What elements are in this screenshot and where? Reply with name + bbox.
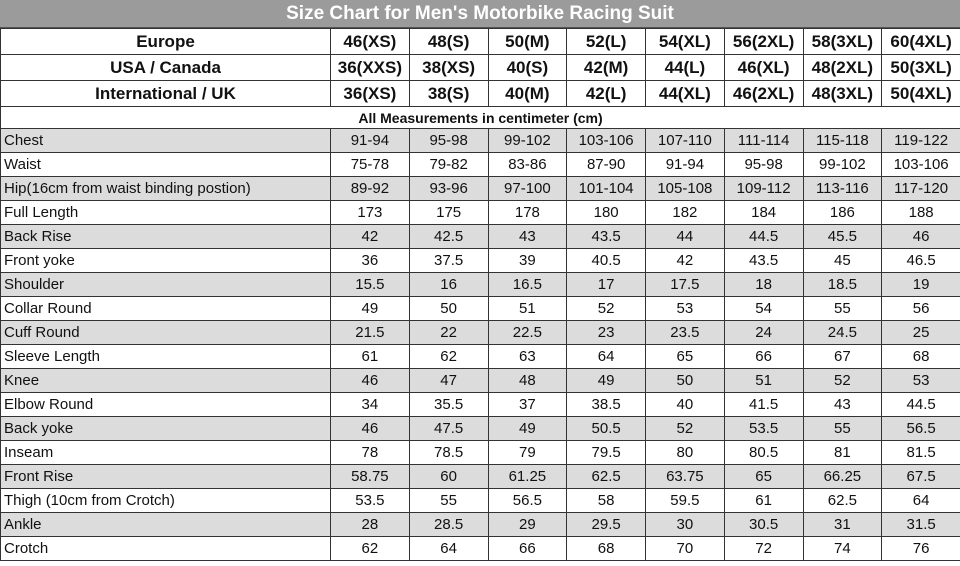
size-cell: 66.25 [803,465,882,489]
size-cell: 101-104 [567,177,646,201]
size-cell: 68 [567,537,646,561]
size-cell: 53 [646,297,725,321]
size-chart-table [0,28,960,561]
size-cell: 46 [331,369,410,393]
size-cell: 49 [488,417,567,441]
size-cell: 52(L) [567,29,646,55]
size-cell: 22 [409,321,488,345]
size-cell: 113-116 [803,177,882,201]
size-cell: 28.5 [409,513,488,537]
size-cell: 40.5 [567,249,646,273]
size-cell: 43.5 [724,249,803,273]
size-cell: 38.5 [567,393,646,417]
size-cell: 43 [488,225,567,249]
size-cell: 17.5 [646,273,725,297]
size-cell: 16 [409,273,488,297]
size-cell: 42.5 [409,225,488,249]
row-label: Full Length [1,201,331,225]
size-cell: 34 [331,393,410,417]
row-label: Front Rise [1,465,331,489]
size-cell: 117-120 [882,177,960,201]
row-label: Crotch [1,537,331,561]
measurement-row [1,393,960,417]
size-cell: 62 [409,345,488,369]
size-cell: 51 [724,369,803,393]
measurement-row [1,345,960,369]
size-cell: 67.5 [882,465,960,489]
size-cell: 175 [409,201,488,225]
size-cell: 48 [488,369,567,393]
row-label: Inseam [1,441,331,465]
size-cell: 50.5 [567,417,646,441]
size-cell: 79 [488,441,567,465]
size-cell: 40 [646,393,725,417]
size-cell: 59.5 [646,489,725,513]
size-cell: 47 [409,369,488,393]
size-cell: 21.5 [331,321,410,345]
size-cell: 74 [803,537,882,561]
size-cell: 48(S) [409,29,488,55]
size-cell: 45 [803,249,882,273]
size-cell: 61 [331,345,410,369]
size-cell: 70 [646,537,725,561]
size-cell: 48(2XL) [803,55,882,81]
measurement-row [1,249,960,273]
row-label: Front yoke [1,249,331,273]
size-cell: 46(2XL) [724,81,803,107]
size-cell: 36(XS) [331,81,410,107]
size-cell: 42 [331,225,410,249]
size-cell: 46.5 [882,249,960,273]
row-label: Elbow Round [1,393,331,417]
size-cell: 25 [882,321,960,345]
row-label: Chest [1,129,331,153]
size-cell: 63.75 [646,465,725,489]
size-cell: 180 [567,201,646,225]
row-label: Ankle [1,513,331,537]
row-label: International / UK [1,81,331,107]
size-cell: 47.5 [409,417,488,441]
size-system-row [1,29,960,55]
size-cell: 50(4XL) [882,81,960,107]
size-cell: 43.5 [567,225,646,249]
row-label: USA / Canada [1,55,331,81]
size-cell: 46 [882,225,960,249]
size-cell: 66 [488,537,567,561]
size-cell: 41.5 [724,393,803,417]
size-cell: 107-110 [646,129,725,153]
size-cell: 48(3XL) [803,81,882,107]
size-cell: 30.5 [724,513,803,537]
size-cell: 91-94 [646,153,725,177]
size-cell: 55 [409,489,488,513]
size-cell: 38(S) [409,81,488,107]
size-cell: 22.5 [488,321,567,345]
size-cell: 188 [882,201,960,225]
size-cell: 105-108 [646,177,725,201]
size-cell: 78.5 [409,441,488,465]
size-cell: 56 [882,297,960,321]
size-cell: 89-92 [331,177,410,201]
size-cell: 87-90 [567,153,646,177]
size-cell: 42 [646,249,725,273]
size-cell: 65 [646,345,725,369]
size-cell: 19 [882,273,960,297]
measurement-row [1,465,960,489]
size-cell: 56.5 [882,417,960,441]
measurement-row [1,369,960,393]
size-cell: 52 [803,369,882,393]
measurement-row [1,441,960,465]
size-cell: 80.5 [724,441,803,465]
size-cell: 64 [882,489,960,513]
size-cell: 61.25 [488,465,567,489]
measurement-row [1,129,960,153]
size-cell: 178 [488,201,567,225]
row-label: Cuff Round [1,321,331,345]
size-cell: 18.5 [803,273,882,297]
size-cell: 56(2XL) [724,29,803,55]
size-cell: 81.5 [882,441,960,465]
size-cell: 42(M) [567,55,646,81]
size-cell: 44.5 [882,393,960,417]
size-cell: 30 [646,513,725,537]
size-cell: 53.5 [331,489,410,513]
size-cell: 54 [724,297,803,321]
size-cell: 60(4XL) [882,29,960,55]
size-cell: 40(M) [488,81,567,107]
size-cell: 111-114 [724,129,803,153]
size-cell: 184 [724,201,803,225]
size-cell: 51 [488,297,567,321]
size-cell: 37 [488,393,567,417]
measurement-row [1,177,960,201]
size-cell: 109-112 [724,177,803,201]
measurement-row [1,537,960,561]
size-cell: 58 [567,489,646,513]
chart-title: Size Chart for Men's Motorbike Racing Suit [0,0,960,28]
size-cell: 45.5 [803,225,882,249]
size-cell: 93-96 [409,177,488,201]
size-cell: 44(XL) [646,81,725,107]
size-cell: 53.5 [724,417,803,441]
size-cell: 63 [488,345,567,369]
size-cell: 52 [567,297,646,321]
size-cell: 62.5 [803,489,882,513]
size-cell: 64 [567,345,646,369]
row-label: Shoulder [1,273,331,297]
size-cell: 43 [803,393,882,417]
size-cell: 24.5 [803,321,882,345]
size-cell: 50 [409,297,488,321]
size-cell: 39 [488,249,567,273]
size-cell: 103-106 [567,129,646,153]
size-cell: 44(L) [646,55,725,81]
size-cell: 35.5 [409,393,488,417]
size-cell: 66 [724,345,803,369]
size-cell: 64 [409,537,488,561]
size-cell: 52 [646,417,725,441]
measurement-row [1,489,960,513]
size-cell: 50 [646,369,725,393]
size-cell: 16.5 [488,273,567,297]
size-cell: 81 [803,441,882,465]
size-cell: 72 [724,537,803,561]
size-cell: 49 [331,297,410,321]
size-cell: 36 [331,249,410,273]
size-cell: 58(3XL) [803,29,882,55]
size-cell: 49 [567,369,646,393]
size-cell: 91-94 [331,129,410,153]
size-cell: 50(M) [488,29,567,55]
row-label: Sleeve Length [1,345,331,369]
size-cell: 103-106 [882,153,960,177]
size-cell: 65 [724,465,803,489]
size-cell: 46 [331,417,410,441]
size-cell: 173 [331,201,410,225]
size-cell: 28 [331,513,410,537]
size-cell: 31.5 [882,513,960,537]
measurement-row [1,273,960,297]
size-cell: 56.5 [488,489,567,513]
row-label: Thigh (10cm from Crotch) [1,489,331,513]
units-note-row [1,107,960,129]
size-cell: 76 [882,537,960,561]
measurement-row [1,225,960,249]
size-cell: 186 [803,201,882,225]
size-cell: 79-82 [409,153,488,177]
size-cell: 58.75 [331,465,410,489]
size-cell: 46(XS) [331,29,410,55]
size-cell: 31 [803,513,882,537]
size-system-row [1,81,960,107]
size-cell: 38(XS) [409,55,488,81]
row-label: Hip(16cm from waist binding postion) [1,177,331,201]
row-label: Knee [1,369,331,393]
row-label: Waist [1,153,331,177]
size-cell: 95-98 [409,129,488,153]
size-cell: 99-102 [803,153,882,177]
size-cell: 15.5 [331,273,410,297]
size-cell: 37.5 [409,249,488,273]
size-cell: 68 [882,345,960,369]
size-cell: 55 [803,417,882,441]
size-cell: 79.5 [567,441,646,465]
size-cell: 29.5 [567,513,646,537]
size-cell: 53 [882,369,960,393]
size-cell: 18 [724,273,803,297]
size-cell: 78 [331,441,410,465]
size-cell: 54(XL) [646,29,725,55]
size-cell: 36(XXS) [331,55,410,81]
measurement-row [1,153,960,177]
size-cell: 67 [803,345,882,369]
size-cell: 44.5 [724,225,803,249]
size-cell: 44 [646,225,725,249]
size-cell: 62.5 [567,465,646,489]
size-cell: 46(XL) [724,55,803,81]
row-label: Back Rise [1,225,331,249]
size-cell: 99-102 [488,129,567,153]
measurement-row [1,417,960,441]
size-cell: 95-98 [724,153,803,177]
size-cell: 17 [567,273,646,297]
size-cell: 23.5 [646,321,725,345]
measurement-row [1,321,960,345]
size-cell: 40(S) [488,55,567,81]
measurement-row [1,297,960,321]
measurement-row [1,201,960,225]
units-note: All Measurements in centimeter (cm) [1,107,960,129]
size-cell: 60 [409,465,488,489]
size-cell: 97-100 [488,177,567,201]
size-cell: 115-118 [803,129,882,153]
size-cell: 83-86 [488,153,567,177]
size-cell: 29 [488,513,567,537]
size-cell: 75-78 [331,153,410,177]
row-label: Collar Round [1,297,331,321]
size-cell: 182 [646,201,725,225]
row-label: Back yoke [1,417,331,441]
size-cell: 50(3XL) [882,55,960,81]
size-cell: 62 [331,537,410,561]
size-cell: 61 [724,489,803,513]
size-cell: 119-122 [882,129,960,153]
size-cell: 23 [567,321,646,345]
size-cell: 55 [803,297,882,321]
measurement-row [1,513,960,537]
row-label: Europe [1,29,331,55]
size-cell: 80 [646,441,725,465]
size-system-row [1,55,960,81]
size-cell: 24 [724,321,803,345]
size-cell: 42(L) [567,81,646,107]
